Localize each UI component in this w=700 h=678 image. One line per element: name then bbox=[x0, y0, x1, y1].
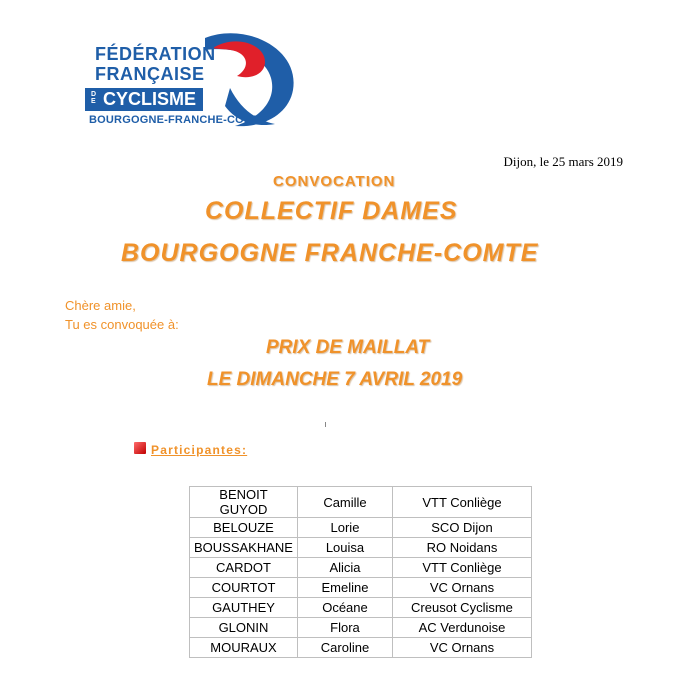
table-row bbox=[190, 518, 532, 538]
participant-club: Creusot Cyclisme bbox=[392, 598, 531, 618]
participant-club: RO Noidans bbox=[392, 538, 531, 558]
participant-first-name: Flora bbox=[297, 618, 392, 638]
participant-first-name: Alicia bbox=[297, 558, 392, 578]
ffc-logo bbox=[85, 28, 305, 134]
table-row bbox=[190, 538, 532, 558]
participant-last-name: CARDOT bbox=[190, 558, 298, 578]
participant-last-name: GAUTHEY bbox=[190, 598, 298, 618]
event-name: PRIX DE MAILLAT bbox=[266, 337, 430, 358]
logo-line-francaise: FRANÇAISE bbox=[95, 64, 205, 84]
letter-date: Dijon, le 25 mars 2019 bbox=[503, 154, 623, 169]
divider-tick bbox=[325, 422, 326, 427]
logo-line-cyclisme: CYCLISME bbox=[103, 89, 197, 109]
participant-first-name: Océane bbox=[297, 598, 392, 618]
logo-region: BOURGOGNE-FRANCHE-COMTÉ bbox=[89, 114, 268, 126]
greeting bbox=[65, 296, 179, 334]
participant-first-name: Emeline bbox=[297, 578, 392, 598]
table-row bbox=[190, 598, 532, 618]
participant-club: VTT Conliège bbox=[392, 558, 531, 578]
table-row bbox=[190, 638, 532, 658]
participant-club: AC Verdunoise bbox=[392, 618, 531, 638]
table-row bbox=[190, 487, 532, 518]
participant-last-name: BELOUZE bbox=[190, 518, 298, 538]
table-row bbox=[190, 558, 532, 578]
participants-label: Participantes: bbox=[151, 443, 248, 457]
participant-club: VC Ornans bbox=[392, 578, 531, 598]
participants-table bbox=[189, 486, 532, 658]
logo-de: DE bbox=[91, 91, 97, 105]
table-row bbox=[190, 618, 532, 638]
participant-club: SCO Dijon bbox=[392, 518, 531, 538]
participant-club: VC Ornans bbox=[392, 638, 531, 658]
participant-last-name: BENOIT GUYOD bbox=[190, 487, 298, 518]
participant-first-name: Louisa bbox=[297, 538, 392, 558]
title-line-2: BOURGOGNE FRANCHE-COMTE bbox=[121, 239, 539, 267]
table-row bbox=[190, 578, 532, 598]
convocation-heading: CONVOCATION bbox=[273, 173, 396, 190]
title-line-1: COLLECTIF DAMES bbox=[205, 197, 458, 225]
greeting-line-1: Chère amie, bbox=[65, 298, 136, 313]
event-date: LE DIMANCHE 7 AVRIL 2019 bbox=[207, 369, 463, 390]
participant-last-name: GLONIN bbox=[190, 618, 298, 638]
participant-last-name: BOUSSAKHANE bbox=[190, 538, 298, 558]
participant-first-name: Caroline bbox=[297, 638, 392, 658]
participant-last-name: COURTOT bbox=[190, 578, 298, 598]
participant-first-name: Camille bbox=[297, 487, 392, 518]
logo-line-federation: FÉDÉRATION bbox=[95, 44, 216, 64]
participant-first-name: Lorie bbox=[297, 518, 392, 538]
participant-club: VTT Conliège bbox=[392, 487, 531, 518]
participant-last-name: MOURAUX bbox=[190, 638, 298, 658]
bullet-icon bbox=[134, 442, 146, 454]
greeting-line-2: Tu es convoquée à: bbox=[65, 317, 179, 332]
